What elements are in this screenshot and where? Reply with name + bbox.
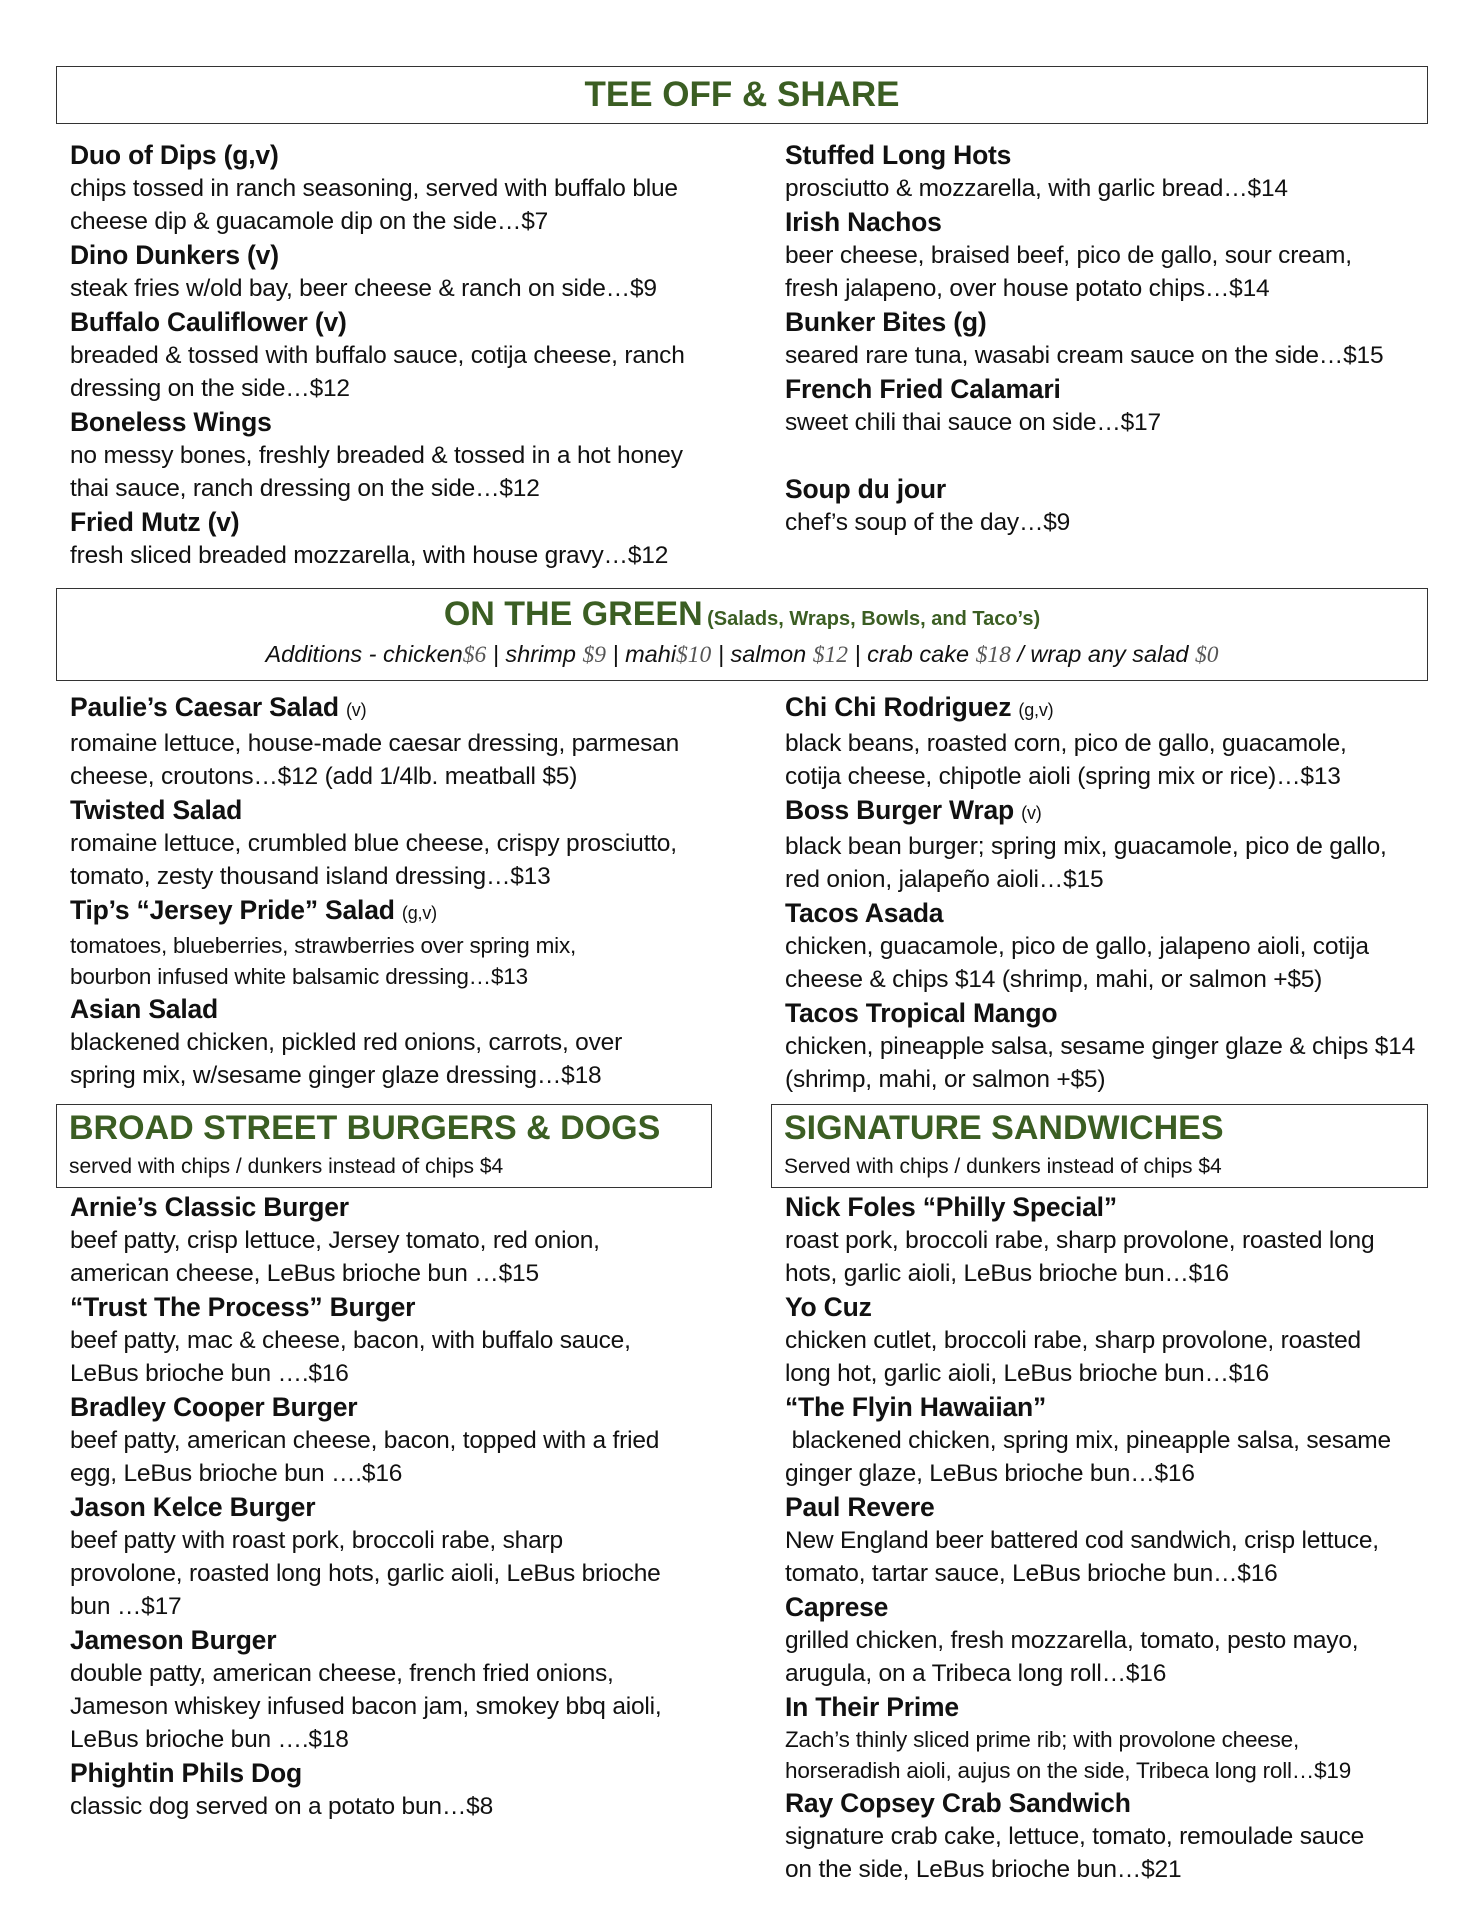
item-desc: cheese, croutons…$12 (add 1/4lb. meatball $5) (70, 763, 578, 790)
item-desc: fresh jalapeno, over house potato chips…$14 (785, 275, 1270, 302)
item-desc: long hot, garlic aioli, LeBus brioche bun…$16 (785, 1360, 1270, 1387)
burgers-header-box (56, 1104, 712, 1188)
menu-item (70, 893, 730, 992)
item-name: Stuffed Long Hots (785, 140, 1012, 170)
item-name (70, 690, 730, 727)
additions-crab: | crab cake (848, 641, 976, 667)
additions-lead: Additions - chicken (265, 641, 463, 667)
item-desc: Jameson whiskey infused bacon jam, smokey bbq aioli, (70, 1693, 662, 1720)
menu-item (70, 505, 730, 572)
item-desc: no messy bones, freshly breaded & tossed in a hot honey (70, 442, 683, 469)
item-name: In Their Prime (785, 1692, 959, 1722)
item-desc: tomato, tartar sauce, LeBus brioche bun…$16 (785, 1560, 1278, 1587)
spacer (785, 439, 1425, 472)
menu-item (785, 138, 1425, 205)
wrap-price: $0 (1195, 642, 1219, 668)
item-desc: bun …$17 (70, 1593, 182, 1620)
menu-item (70, 1756, 730, 1823)
menu-item (785, 1786, 1435, 1886)
salmon-price: $12 (812, 642, 848, 668)
item-name: Ray Copsey Crab Sandwich (785, 1788, 1131, 1818)
item-desc: cheese dip & guacamole dip on the side…$7 (70, 208, 549, 235)
green-subtitle: (Salads, Wraps, Bowls, and Taco’s) (707, 608, 1041, 630)
item-name: Buffalo Cauliflower (v) (70, 307, 347, 337)
item-desc: LeBus brioche bun ….$18 (70, 1726, 349, 1753)
menu-item (70, 793, 730, 893)
menu-item (70, 138, 730, 238)
item-desc: spring mix, w/sesame ginger glaze dressing…$18 (70, 1062, 602, 1089)
item-desc: arugula, on a Tribeca long roll…$16 (785, 1660, 1167, 1687)
item-desc: LeBus brioche bun ….$16 (70, 1360, 349, 1387)
item-desc: on the side, LeBus brioche bun…$21 (785, 1856, 1182, 1883)
burgers-column (70, 1190, 730, 1823)
menu-item (785, 896, 1435, 996)
sandwiches-header-box (771, 1104, 1428, 1188)
item-name: Tacos Asada (785, 898, 944, 928)
item-name: Dino Dunkers (v) (70, 240, 279, 270)
menu-item (70, 1623, 730, 1756)
crab-price: $18 (975, 642, 1011, 668)
item-desc: blackened chicken, pickled red onions, carrots, over (70, 1029, 623, 1056)
menu-item (785, 1390, 1435, 1490)
item-desc: signature crab cake, lettuce, tomato, remoulade sauce (785, 1823, 1365, 1850)
additions-mahi: | mahi (605, 641, 677, 667)
menu-item (785, 793, 1435, 896)
item-name: Bradley Cooper Burger (70, 1392, 358, 1422)
item-desc: romaine lettuce, house-made caesar dressing, parmesan (70, 730, 680, 757)
item-name: Boneless Wings (70, 407, 272, 437)
green-left-column (70, 690, 730, 1092)
item-name-text: Chi Chi Rodriguez (785, 692, 1012, 722)
shrimp-price: $9 (582, 642, 606, 668)
item-desc: black beans, roasted corn, pico de gallo, guacamole, (785, 730, 1347, 757)
item-desc: sweet chili thai sauce on side…$17 (785, 409, 1161, 436)
item-desc: Zach’s thinly sliced prime rib; with provolone cheese, (785, 1727, 1300, 1752)
green-heading (57, 595, 1427, 634)
item-name: Asian Salad (70, 994, 219, 1024)
item-desc: egg, LeBus brioche bun ….$16 (70, 1460, 403, 1487)
additions-shrimp: | shrimp (492, 641, 583, 667)
item-desc: grilled chicken, fresh mozzarella, tomato, pesto mayo, (785, 1627, 1359, 1654)
item-desc: provolone, roasted long hots, garlic aioli, LeBus brioche (70, 1560, 661, 1587)
item-desc: tomato, zesty thousand island dressing…$13 (70, 863, 551, 890)
item-desc: chef’s soup of the day…$9 (785, 509, 1071, 536)
item-name: Fried Mutz (v) (70, 507, 240, 537)
menu-item (785, 1690, 1435, 1786)
menu-item (785, 1490, 1435, 1590)
item-desc: fresh sliced breaded mozzarella, with house gravy…$12 (70, 542, 669, 569)
item-desc: thai sauce, ranch dressing on the side…$12 (70, 475, 540, 502)
menu-item (785, 1290, 1435, 1390)
menu-item (70, 1390, 730, 1490)
item-name: Jameson Burger (70, 1625, 277, 1655)
green-additions (57, 641, 1427, 669)
item-desc: ginger glaze, LeBus brioche bun…$16 (785, 1460, 1195, 1487)
item-name (785, 690, 1435, 727)
item-name: French Fried Calamari (785, 374, 1061, 404)
item-desc: chicken cutlet, broccoli rabe, sharp provolone, roasted (785, 1327, 1361, 1354)
diet-tag: (g,v) (1018, 700, 1054, 720)
item-desc: breaded & tossed with buffalo sauce, cotija cheese, ranch (70, 342, 685, 369)
item-desc: beer cheese, braised beef, pico de gallo, sour cream, (785, 242, 1352, 269)
item-desc: blackened chicken, spring mix, pineapple salsa, sesame (785, 1427, 1391, 1454)
item-desc: chips tossed in ranch seasoning, served with buffalo blue (70, 175, 678, 202)
item-desc: tomatoes, blueberries, strawberries over spring mix, (70, 933, 577, 958)
item-name-text: Boss Burger Wrap (785, 795, 1014, 825)
menu-item (70, 992, 730, 1092)
menu-item (785, 372, 1425, 439)
additions-salmon: | salmon (711, 641, 813, 667)
item-name: Yo Cuz (785, 1292, 872, 1322)
additions-wrap: / wrap any salad (1010, 641, 1196, 667)
item-desc: chicken, pineapple salsa, sesame ginger glaze & chips $14 (785, 1033, 1416, 1060)
menu-item (70, 1190, 730, 1290)
item-desc: beef patty with roast pork, broccoli rabe, sharp (70, 1527, 563, 1554)
item-name: Arnie’s Classic Burger (70, 1192, 349, 1222)
green-header-box (56, 588, 1428, 681)
item-desc: horseradish aioli, aujus on the side, Tribeca long roll…$19 (785, 1758, 1352, 1783)
burgers-title: BROAD STREET BURGERS & DOGS (69, 1109, 661, 1147)
chicken-price: $6 (462, 642, 487, 668)
item-desc: prosciutto & mozzarella, with garlic bread…$14 (785, 175, 1288, 202)
item-name: Irish Nachos (785, 207, 942, 237)
menu-item (785, 996, 1435, 1096)
sandwiches-subtitle: Served with chips / dunkers instead of chips $4 (784, 1155, 1222, 1178)
menu-item (70, 1290, 730, 1390)
mahi-price: $10 (676, 642, 712, 668)
item-desc: steak fries w/old bay, beer cheese & ranch on side…$9 (70, 275, 657, 302)
item-desc: chicken, guacamole, pico de gallo, jalapeno aioli, cotija (785, 933, 1369, 960)
item-name: Duo of Dips (g,v) (70, 140, 279, 170)
item-desc: (shrimp, mahi, or salmon +$5) (785, 1066, 1106, 1093)
item-desc: romaine lettuce, crumbled blue cheese, crispy prosciutto, (70, 830, 677, 857)
item-desc: bourbon infused white balsamic dressing…$13 (70, 964, 528, 989)
item-name: Bunker Bites (g) (785, 307, 987, 337)
tee-off-right-column (785, 138, 1425, 539)
item-name: Tacos Tropical Mango (785, 998, 1058, 1028)
item-desc: beef patty, american cheese, bacon, topped with a fried (70, 1427, 660, 1454)
item-name: Jason Kelce Burger (70, 1492, 316, 1522)
menu-item (785, 1590, 1435, 1690)
item-name: Twisted Salad (70, 795, 243, 825)
item-desc: New England beer battered cod sandwich, crisp lettuce, (785, 1527, 1379, 1554)
item-name (785, 793, 1435, 830)
item-desc: american cheese, LeBus brioche bun …$15 (70, 1260, 539, 1287)
item-name: Phightin Phils Dog (70, 1758, 302, 1788)
tee-off-header-box (56, 66, 1428, 124)
menu-item (785, 472, 1425, 539)
item-name-text: Tip’s “Jersey Pride” Salad (70, 895, 395, 925)
green-title: ON THE GREEN (443, 595, 703, 633)
tee-off-title: TEE OFF & SHARE (584, 75, 900, 114)
diet-tag: (v) (345, 700, 367, 720)
menu-item (785, 205, 1425, 305)
menu-item (70, 1490, 730, 1623)
item-name (70, 893, 730, 930)
item-desc: hots, garlic aioli, LeBus brioche bun…$16 (785, 1260, 1229, 1287)
item-desc: seared rare tuna, wasabi cream sauce on the side…$15 (785, 342, 1384, 369)
item-desc: black bean burger; spring mix, guacamole, pico de gallo, (785, 833, 1387, 860)
item-desc: dressing on the side…$12 (70, 375, 350, 402)
item-desc: classic dog served on a potato bun…$8 (70, 1793, 493, 1820)
item-name: Soup du jour (785, 474, 946, 504)
item-desc: red onion, jalapeño aioli…$15 (785, 866, 1104, 893)
item-desc: cheese & chips $14 (shrimp, mahi, or salmon +$5) (785, 966, 1323, 993)
item-name: “Trust The Process” Burger (70, 1292, 416, 1322)
sandwiches-title: SIGNATURE SANDWICHES (784, 1109, 1224, 1147)
green-right-column (785, 690, 1435, 1096)
item-name-text: Paulie’s Caesar Salad (70, 692, 339, 722)
menu-item (70, 305, 730, 405)
menu-item (785, 1190, 1435, 1290)
sandwiches-column (785, 1190, 1435, 1886)
menu-item (785, 305, 1425, 372)
menu-item (70, 405, 730, 505)
menu-item (70, 690, 730, 793)
item-name: Paul Revere (785, 1492, 935, 1522)
diet-tag: (g,v) (401, 903, 437, 923)
item-name: Nick Foles “Philly Special” (785, 1192, 1117, 1222)
item-desc: cotija cheese, chipotle aioli (spring mix or rice)…$13 (785, 763, 1341, 790)
item-desc: beef patty, mac & cheese, bacon, with buffalo sauce, (70, 1327, 631, 1354)
menu-item (785, 690, 1435, 793)
item-desc: roast pork, broccoli rabe, sharp provolone, roasted long (785, 1227, 1375, 1254)
menu-item (70, 238, 730, 305)
item-desc: beef patty, crisp lettuce, Jersey tomato, red onion, (70, 1227, 600, 1254)
item-desc: double patty, american cheese, french fried onions, (70, 1660, 614, 1687)
item-name: Caprese (785, 1592, 889, 1622)
burgers-subtitle: served with chips / dunkers instead of chips $4 (69, 1155, 504, 1178)
tee-off-left-column (70, 138, 730, 572)
diet-tag: (v) (1021, 803, 1042, 823)
item-name: “The Flyin Hawaiian” (785, 1392, 1047, 1422)
